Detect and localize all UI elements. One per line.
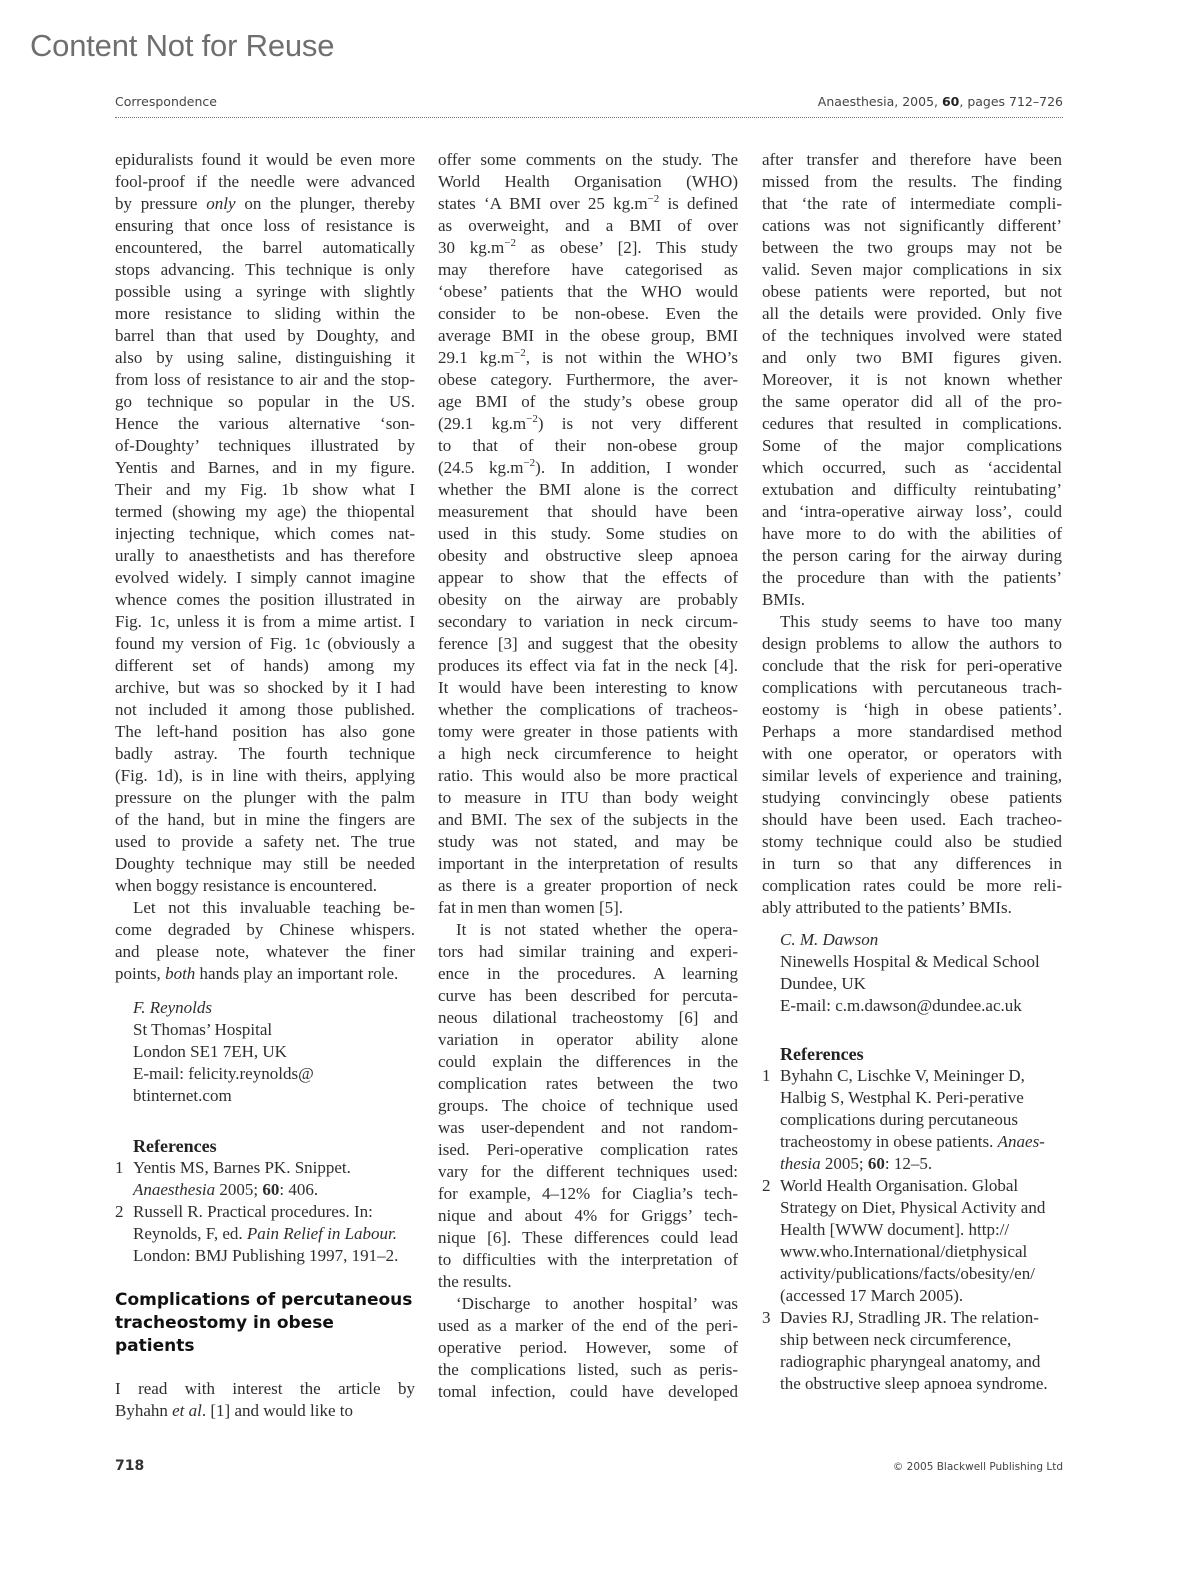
reference-number: 1 <box>115 1158 124 1177</box>
text-line: which occurred, such as ‘accidental <box>762 458 1062 477</box>
text-line: ensuring that once loss of resistance is <box>115 216 415 235</box>
text-line: London SE1 7EH, UK <box>133 1042 287 1061</box>
text-line: btinternet.com <box>133 1086 232 1105</box>
text-line: not included it among those published. <box>115 700 415 719</box>
text-line: used in this study. Some studies on <box>438 524 738 543</box>
text-line: whether the BMI alone is the correct <box>438 480 738 499</box>
text-line: all the details were provided. Only five <box>762 304 1062 323</box>
text-line: was user-dependent and not random- <box>438 1118 738 1137</box>
text-line: nique [6]. These differences could lead <box>438 1228 738 1247</box>
journal-citation: Anaesthesia, 2005, 60, pages 712–726 <box>817 94 1063 109</box>
watermark: Content Not for Reuse <box>30 28 335 63</box>
reference-line: World Health Organisation. Global <box>780 1176 1019 1195</box>
author-name: F. Reynolds <box>133 998 213 1017</box>
section-label: Correspondence <box>115 94 217 109</box>
page-number: 718 <box>115 1458 145 1474</box>
reference-line: Anaesthesia 2005; 60: 406. <box>133 1180 319 1199</box>
text-line: Moreover, it is not known whether <box>762 370 1062 389</box>
text-line: also by using saline, distinguishing it <box>115 348 415 367</box>
text-line: valid. Seven major complications in six <box>762 260 1062 279</box>
text-line: (24.5 $kg.m^{-2}$). In addition, I wonder <box>438 457 739 477</box>
text-line: fool-proof if the needle were advanced <box>115 172 415 191</box>
column-2 <box>438 149 738 1403</box>
text-line: ‘obese’ patients that the WHO would <box>438 282 738 301</box>
text-line: as overweight, and a BMI of over <box>438 216 738 235</box>
text-line: have more to do with the abilities of <box>762 524 1062 543</box>
text-line: of-Doughty’ techniques illustrated by <box>115 436 415 455</box>
text-line: cedures that resulted in complications. <box>762 414 1062 433</box>
references-heading: References <box>133 1136 217 1156</box>
reference-number: 2 <box>115 1202 124 1221</box>
text-line: Perhaps a more standardised method <box>762 722 1062 741</box>
text-line: urally to anaesthetists and has therefore <box>115 546 415 565</box>
text-line: Their and my Fig. 1b show what I <box>115 480 415 499</box>
text-line: the procedure than with the patients’ <box>762 568 1062 587</box>
text-line: similar levels of experience and training, <box>762 766 1062 785</box>
text-line: the results. <box>438 1272 512 1291</box>
text-line: pressure on the plunger with the palm <box>115 788 415 807</box>
author-affiliation <box>133 1019 415 1107</box>
text-line: ‘Discharge to another hospital’ was <box>456 1294 738 1313</box>
text-line: produces its effect via fat in the neck [4]. <box>438 656 738 675</box>
reference-number: 3 <box>762 1308 771 1327</box>
text-line: ratio. This would also be more practical <box>438 766 738 785</box>
reference-number: 1 <box>762 1066 771 1085</box>
text-line: Dundee, UK <box>780 974 866 993</box>
text-line: used to provide a safety net. The true <box>115 832 415 851</box>
text-line: evolved widely. I simply cannot imagine <box>115 568 415 587</box>
reference-item <box>115 1201 415 1267</box>
text-line: operative period. However, some of <box>438 1338 738 1357</box>
text-line: possible using a syringe with slightly <box>115 282 415 301</box>
text-line: obese category. Furthermore, the aver- <box>438 370 738 389</box>
text-line: after transfer and therefore have been <box>762 150 1062 169</box>
text-line: go technique so popular in the US. <box>115 392 415 411</box>
copyright-notice: © 2005 Blackwell Publishing Ltd <box>892 1461 1063 1473</box>
reference-line: Reynolds, F, ed. Pain Relief in Labour. <box>133 1224 398 1243</box>
references-list <box>115 1157 415 1267</box>
text-line: more resistance to sliding within the <box>115 304 415 323</box>
text-line: obesity and obstructive sleep apnoea <box>438 546 738 565</box>
references-heading: References <box>780 1044 864 1064</box>
text-line: encountered, the barrel automatically <box>115 238 415 257</box>
text-line: that ‘the rate of intermediate compli- <box>762 194 1062 213</box>
body-paragraph <box>762 611 1062 919</box>
text-line: nique and about 4% for Griggs’ tech- <box>438 1206 738 1225</box>
text-line: design problems to allow the authors to <box>762 634 1062 653</box>
text-line: by pressure only on the plunger, thereby <box>115 194 415 213</box>
text-line: E-mail: felicity.reynolds@ <box>133 1064 314 1083</box>
text-line: Byhahn et al. [1] and would like to <box>115 1401 353 1420</box>
text-line: consider to be non-obese. Even the <box>438 304 738 323</box>
reference-line: radiographic pharyngeal anatomy, and <box>780 1352 1041 1371</box>
reference-line: www.who.International/dietphysical <box>780 1242 1028 1261</box>
reference-line: activity/publications/facts/obesity/en/ <box>780 1264 1035 1283</box>
text-line: secondary to variation in neck circum- <box>438 612 738 631</box>
text-line: Ninewells Hospital & Medical School <box>780 952 1040 971</box>
text-line: conclude that the risk for peri-operative <box>762 656 1062 675</box>
text-line: 30 $kg.m^{-2}$ as obese’ [2]. This study <box>438 237 738 257</box>
body-paragraph <box>762 149 1062 611</box>
text-line: tomal infection, could have developed <box>438 1382 738 1401</box>
text-line: fat in men than women [5]. <box>438 898 624 917</box>
text-line: in turn so that any differences in <box>762 854 1062 873</box>
text-line: I read with interest the article by <box>115 1379 415 1398</box>
text-line: a high neck circumference to height <box>438 744 738 763</box>
reference-item <box>762 1065 1062 1175</box>
text-line: whether the complications of tracheos- <box>438 700 738 719</box>
text-line: to that of their non-obese group <box>438 436 738 455</box>
text-line: whence comes the position illustrated in <box>115 590 415 609</box>
reference-line: Halbig S, Westphal K. Peri-perative <box>780 1088 1024 1107</box>
text-line: BMIs. <box>762 590 805 609</box>
reference-item <box>115 1157 415 1201</box>
text-line: Yentis and Barnes, and in my figure. <box>115 458 415 477</box>
reference-line: Strategy on Diet, Physical Activity and <box>780 1198 1046 1217</box>
text-line: This study seems to have too many <box>780 612 1062 631</box>
reference-line: Davies RJ, Stradling JR. The relation- <box>780 1308 1039 1327</box>
text-line: with one operator, or operators with <box>762 744 1062 763</box>
text-line: World Health Organisation (WHO) <box>438 172 738 191</box>
reference-line: ship between neck circumference, <box>780 1330 1012 1349</box>
column-3 <box>762 149 1062 1395</box>
text-line: and please note, whatever the finer <box>115 942 415 961</box>
text-line: of the techniques involved were stated <box>762 326 1062 345</box>
text-line: tomy were greater in those patients with <box>438 722 738 741</box>
reference-line: Byhahn C, Lischke V, Meininger D, <box>780 1066 1025 1085</box>
text-line: It would have been interesting to know <box>438 678 738 697</box>
text-line: badly astray. The fourth technique <box>115 744 415 763</box>
text-line: stomy technique could also be studied <box>762 832 1062 851</box>
text-line: could explain the differences in the <box>438 1052 738 1071</box>
text-line: offer some comments on the study. The <box>438 150 738 169</box>
text-line: St Thomas’ Hospital <box>133 1020 273 1039</box>
text-line: barrel than that used by Doughty, and <box>115 326 415 345</box>
body-paragraph <box>438 919 738 1293</box>
text-line: age BMI of the study’s obese group <box>438 392 738 411</box>
reference-number: 2 <box>762 1176 771 1195</box>
body-paragraph <box>438 149 738 919</box>
text-line: tors had similar training and experi- <box>438 942 738 961</box>
text-line: complication rates could be more reli- <box>762 876 1062 895</box>
text-line: obese patients were reported, but not <box>762 282 1062 301</box>
text-line: complications with percutaneous trach- <box>762 678 1062 697</box>
text-line: missed from the results. The finding <box>762 172 1062 191</box>
text-line: between the two groups may not be <box>762 238 1062 257</box>
reference-line: Health [WWW document]. http:// <box>780 1220 1010 1239</box>
text-line: Let not this invaluable teaching be- <box>133 898 415 917</box>
text-line: complication rates between the two <box>438 1074 738 1093</box>
text-line: Hence the various alternative ‘son- <box>115 414 415 433</box>
text-line: average BMI in the obese group, BMI <box>438 326 738 345</box>
text-line: stops advancing. This technique is only <box>115 260 415 279</box>
body-paragraph <box>438 1293 738 1403</box>
text-line: ably attributed to the patients’ BMIs. <box>762 898 1012 917</box>
body-paragraph <box>115 897 415 985</box>
text-line: epiduralists found it would be even more <box>115 150 415 169</box>
text-line: The left-hand position has also gone <box>115 722 415 741</box>
letter-signature <box>762 929 1062 1017</box>
text-line: It is not stated whether the opera- <box>456 920 738 939</box>
text-line: eostomy is ‘high in obese patients’. <box>762 700 1062 719</box>
text-line: as there is a greater proportion of neck <box>438 876 738 895</box>
text-line: of the hand, but in mine the fingers are <box>115 810 415 829</box>
reference-line: complications during percutaneous <box>780 1110 1018 1129</box>
volume-number: 60 <box>941 94 960 109</box>
text-line: should have been used. Each tracheo- <box>762 810 1062 829</box>
text-line: vary for the different techniques used: <box>438 1162 738 1181</box>
text-line: may therefore have categorised as <box>438 260 738 279</box>
text-line: measurement that should have been <box>438 502 738 521</box>
reference-line: Russell R. Practical procedures. In: <box>133 1202 373 1221</box>
text-line: to measure in ITU than body weight <box>438 788 738 807</box>
text-line: injecting technique, which comes nat- <box>115 524 415 543</box>
text-line: appear to show that the effects of <box>438 568 738 587</box>
text-line: from loss of resistance to air and the stop- <box>115 370 415 389</box>
reference-line: thesia 2005; 60: 12–5. <box>780 1154 933 1173</box>
reference-line: tracheostomy in obese patients. Anaes- <box>780 1132 1045 1151</box>
article-title: Complications of percutaneous tracheostomy in obese patients <box>115 1290 413 1356</box>
text-line: variation in operator ability alone <box>438 1030 738 1049</box>
text-line: termed (showing my age) the thiopental <box>115 502 415 521</box>
text-line: and ‘intra-operative airway loss’, could <box>762 502 1062 521</box>
author-affiliation <box>780 951 1062 1017</box>
text-line: the person caring for the airway during <box>762 546 1062 565</box>
text-line: the same operator did all of the pro- <box>762 392 1062 411</box>
reference-item <box>762 1175 1062 1307</box>
text-line: the complications listed, such as peris- <box>438 1360 738 1379</box>
letter-signature <box>115 997 415 1107</box>
running-header <box>115 93 1063 118</box>
text-line: archive, but was so shocked by it I had <box>115 678 415 697</box>
text-line: important in the interpretation of results <box>438 854 738 873</box>
reference-item <box>762 1307 1062 1395</box>
text-line: 29.1 $kg.m^{-2}$, is not within the WHO’s <box>438 347 738 367</box>
text-line: Some of the major complications <box>762 436 1062 455</box>
text-line: found my version of Fig. 1c (obviously a <box>115 634 415 653</box>
text-line: and only two BMI figures given. <box>762 348 1062 367</box>
text-line: when boggy resistance is encountered. <box>115 876 377 895</box>
reference-line: the obstructive sleep apnoea syndrome. <box>780 1374 1048 1393</box>
body-paragraph <box>115 1378 415 1422</box>
text-line: cations was not significantly different’ <box>762 216 1062 235</box>
text-line: ference [3] and suggest that the obesity <box>438 634 738 653</box>
text-line: points, both hands play an important role. <box>115 964 399 983</box>
text-line: different set of hands) among my <box>115 656 415 675</box>
text-line: for example, 4–12% for Ciaglia’s tech- <box>438 1184 738 1203</box>
text-line: groups. The choice of technique used <box>438 1096 738 1115</box>
text-line: neous dilational tracheostomy [6] and <box>438 1008 738 1027</box>
text-line: curve has been described for percuta- <box>438 986 738 1005</box>
text-line: Fig. 1c, unless it is from a mime artist. I <box>115 612 415 631</box>
text-line: and BMI. The sex of the subjects in the <box>438 810 738 829</box>
text-line: come degraded by Chinese whispers. <box>115 920 415 939</box>
text-line: obesity on the airway are probably <box>438 590 738 609</box>
column-1 <box>115 149 415 1422</box>
text-line: studying convincingly obese patients <box>762 788 1062 807</box>
body-paragraph <box>115 149 415 897</box>
text-line: (29.1 $kg.m^{-2}$) is not very different <box>438 413 738 433</box>
reference-line: (accessed 17 March 2005). <box>780 1286 964 1305</box>
text-line: Doughty technique may still be needed <box>115 854 415 873</box>
author-name: C. M. Dawson <box>780 930 879 949</box>
text-line: (Fig. 1d), is in line with theirs, applying <box>115 766 415 785</box>
reference-line: Yentis MS, Barnes PK. Snippet. <box>133 1158 351 1177</box>
text-line: ence in the procedures. A learning <box>438 964 738 983</box>
text-line: E-mail: c.m.dawson@dundee.ac.uk <box>780 996 1022 1015</box>
text-line: ised. Peri-operative complication rates <box>438 1140 738 1159</box>
reference-line: London: BMJ Publishing 1997, 191–2. <box>133 1246 399 1265</box>
text-line: to difficulties with the interpretation of <box>438 1250 738 1269</box>
text-line: used as a marker of the end of the peri- <box>438 1316 738 1335</box>
text-line: extubation and difficulty reintubating’ <box>762 480 1062 499</box>
references-list <box>762 1065 1062 1395</box>
text-line: study was not stated, and may be <box>438 832 738 851</box>
text-line: states ‘A BMI over 25 $kg.m^{-2}$ is defined <box>438 193 738 213</box>
